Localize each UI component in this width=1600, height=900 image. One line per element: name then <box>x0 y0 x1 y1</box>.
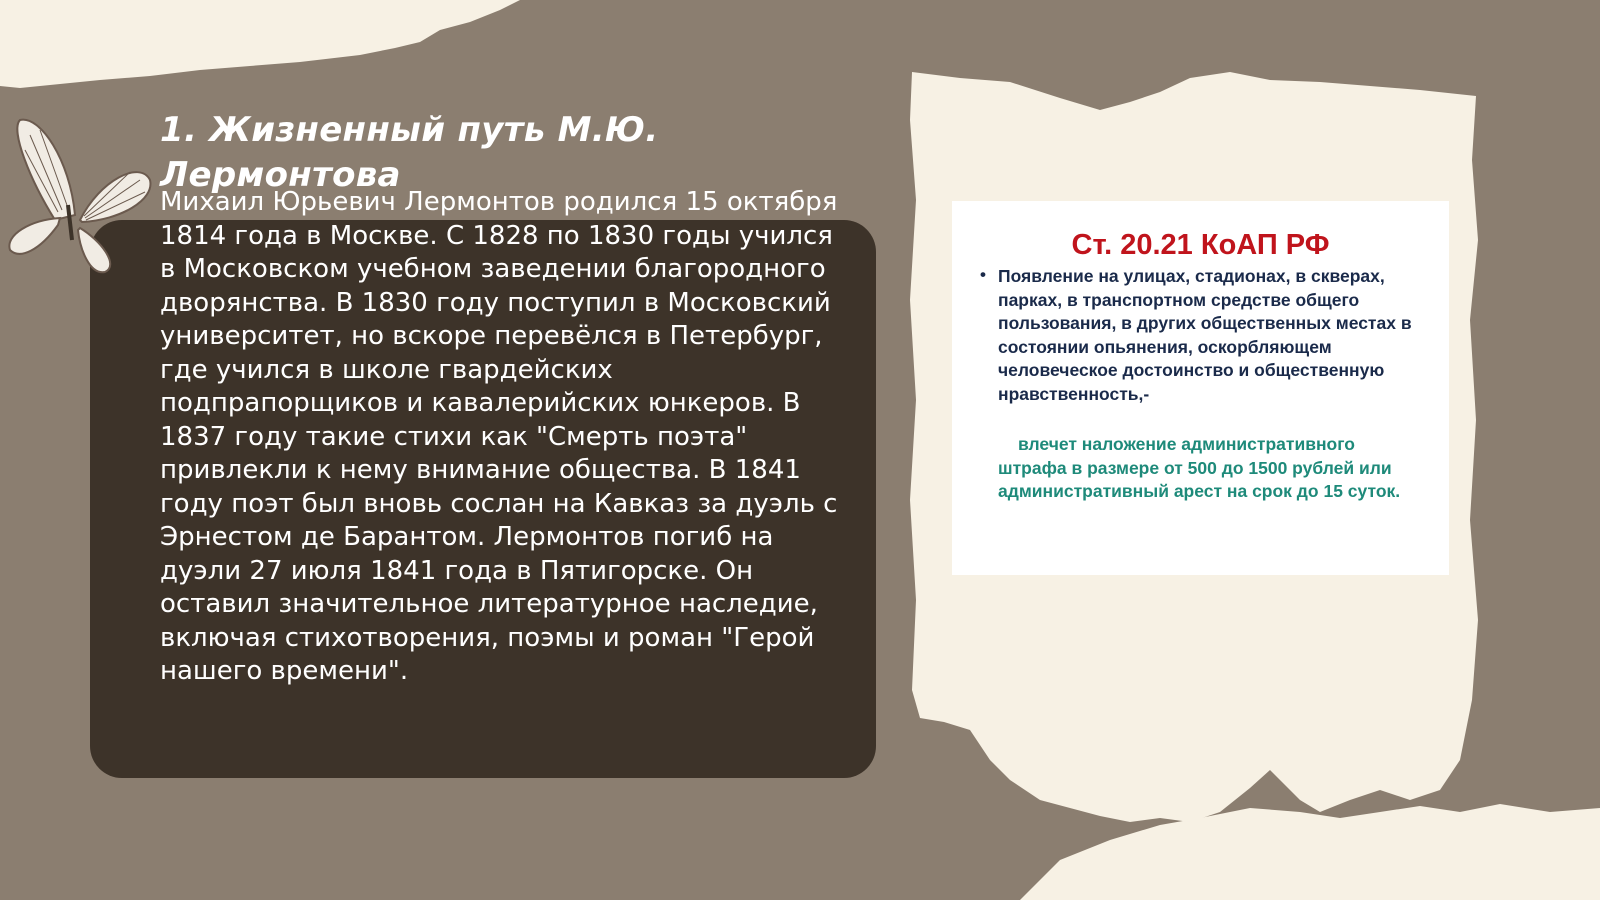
law-penalty: влечет наложение административного штрафа в размере от 500 до 1500 рублей или административный арест на срок до 15 суток. <box>998 434 1401 501</box>
law-title: Ст. 20.21 КоАП РФ <box>1071 229 1330 261</box>
slide-title: 1. Жизненный путь М.Ю. Лермонтова <box>160 110 659 195</box>
bullet-icon: • <box>980 265 986 284</box>
law-text: Появление на улицах, стадионах, в скверах, парках, в транспортном средстве общего пользования, в других общественных местах в состоянии опьянения, оскорбляющем человеческое достоинство и общественную нравственность,- <box>998 266 1412 404</box>
law-card <box>952 201 1449 575</box>
bio-text: Михаил Юрьевич Лермонтов родился 15 октября 1814 года в Москве. С 1828 по 1830 годы учился в Московском учебном заведении благородного дворянства. В 1830 году поступил в Московский университет, но вскоре перевёлся в Петербург, где учился в школе гвардейских подпрапорщиков и кавалерийских юнкеров. В 1837 году такие стихи как "Смерть поэта" привлекли к нему внимание общества. В 1841 году поэт был вновь сослан на Кавказ за дуэль с Эрнестом де Барантом. Лермонтов погиб на дуэли 27 июля 1841 года в Пятигорске. Он оставил значительное литературное наследие, включая стихотворения, поэмы и роман "Герой нашего времени". <box>160 187 838 686</box>
butterfly-icon <box>0 100 160 280</box>
